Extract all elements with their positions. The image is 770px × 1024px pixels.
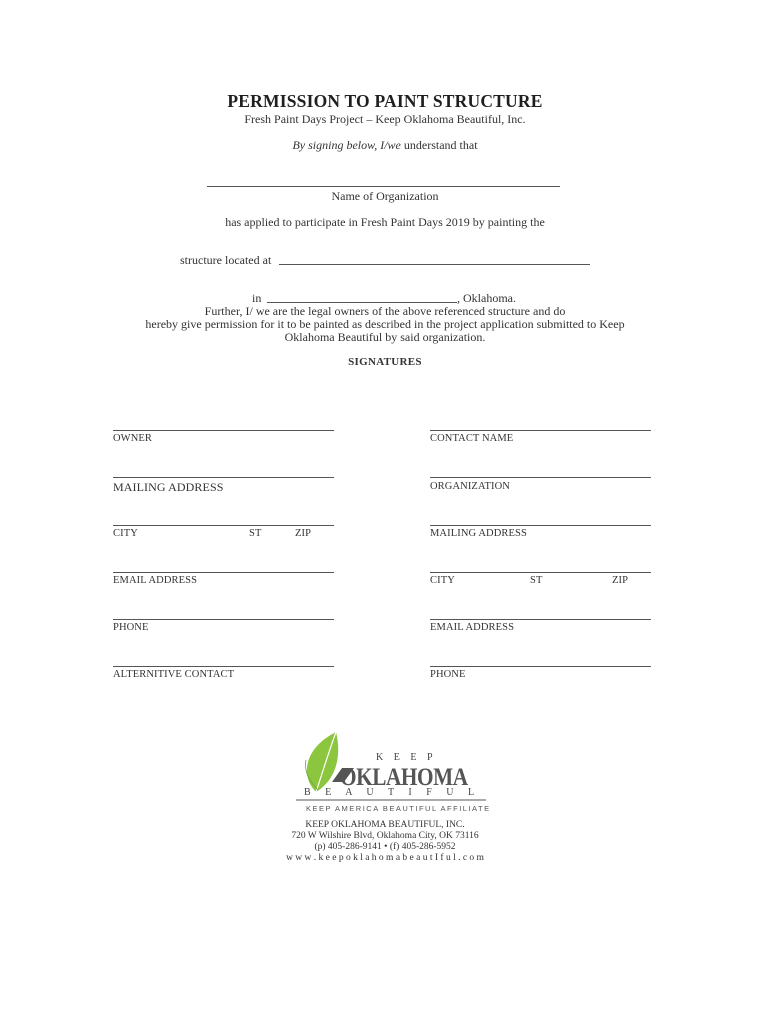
contact-name-label: CONTACT NAME: [430, 433, 514, 444]
right-mailing-address-line[interactable]: [430, 525, 651, 526]
left-city-line[interactable]: [113, 525, 334, 526]
contact-name-line[interactable]: [430, 430, 651, 431]
left-phone-line[interactable]: [113, 619, 334, 620]
left-mailing-address-line[interactable]: [113, 477, 334, 478]
permission-text: hereby give permission for it to be painted as described in the project application submitted to Keep: [145, 317, 625, 331]
page-subtitle: Fresh Paint Days Project – Keep Oklahoma Beautiful, Inc.: [244, 112, 526, 126]
right-zip-label: ZIP: [612, 575, 629, 586]
city-in-suffix: , Oklahoma.: [457, 291, 516, 305]
structure-location-line[interactable]: [279, 264, 590, 265]
structure-location-label: structure located at: [180, 253, 272, 267]
signatures-heading: SIGNATURES: [348, 356, 422, 368]
logo-oklahoma: OKLAHOMA: [340, 764, 468, 791]
owner-label: OWNER: [113, 433, 152, 444]
right-email-line[interactable]: [430, 619, 651, 620]
right-phone-label: PHONE: [430, 669, 466, 680]
left-phone-label: PHONE: [113, 622, 149, 633]
footer-website[interactable]: w w w . k e e p o k l a h o m a b e a u t I f u l . c o m: [286, 853, 484, 863]
organization-name-label: Name of Organization: [331, 189, 439, 203]
left-mailing-address-label: MAILING ADDRESS: [113, 480, 224, 494]
left-email-line[interactable]: [113, 572, 334, 573]
right-st-label: ST: [530, 575, 543, 586]
intro-line: [0, 138, 770, 153]
applied-text: has applied to participate in Fresh Paint Days 2019 by painting the: [225, 215, 545, 229]
right-city-label: CITY: [430, 575, 455, 586]
left-email-label: EMAIL ADDRESS: [113, 575, 198, 586]
city-in-prefix: in: [252, 291, 262, 305]
organization-line[interactable]: [430, 477, 651, 478]
alt-contact-line[interactable]: [113, 666, 334, 667]
right-mailing-address-label: MAILING ADDRESS: [430, 528, 527, 539]
owners-text: Further, I/ we are the legal owners of the above referenced structure and do: [204, 304, 566, 318]
logo-beautiful: B E A U T I F U L: [304, 787, 481, 798]
page-title: PERMISSION TO PAINT STRUCTURE: [227, 91, 543, 111]
city-in-line[interactable]: [267, 302, 457, 303]
right-city-line[interactable]: [430, 572, 651, 573]
permission-text-2: Oklahoma Beautiful by said organization.: [284, 330, 486, 344]
logo-affiliate: KEEP AMERICA BEAUTIFUL AFFILIATE: [306, 804, 491, 813]
intro-rest: understand that: [400, 138, 478, 152]
organization-name-line[interactable]: [207, 186, 560, 187]
keep-oklahoma-beautiful-logo: [296, 730, 491, 816]
intro-italic: By signing below, I/we: [292, 138, 401, 152]
footer-address: 720 W Wilshire Blvd, Oklahoma City, OK 73116: [291, 831, 479, 841]
right-email-label: EMAIL ADDRESS: [430, 622, 515, 633]
logo-keep: K E E P: [376, 752, 437, 763]
left-zip-label: ZIP: [295, 528, 312, 539]
footer-org: KEEP OKLAHOMA BEAUTIFUL, INC.: [305, 820, 465, 830]
owner-signature-line[interactable]: [113, 430, 334, 431]
footer-phones: (p) 405-286-9141 • (f) 405-286-5952: [314, 842, 456, 852]
organization-label: ORGANIZATION: [430, 481, 510, 492]
left-st-label: ST: [249, 528, 262, 539]
left-city-label: CITY: [113, 528, 138, 539]
right-phone-line[interactable]: [430, 666, 651, 667]
alt-contact-label: ALTERNITIVE CONTACT: [113, 669, 235, 680]
